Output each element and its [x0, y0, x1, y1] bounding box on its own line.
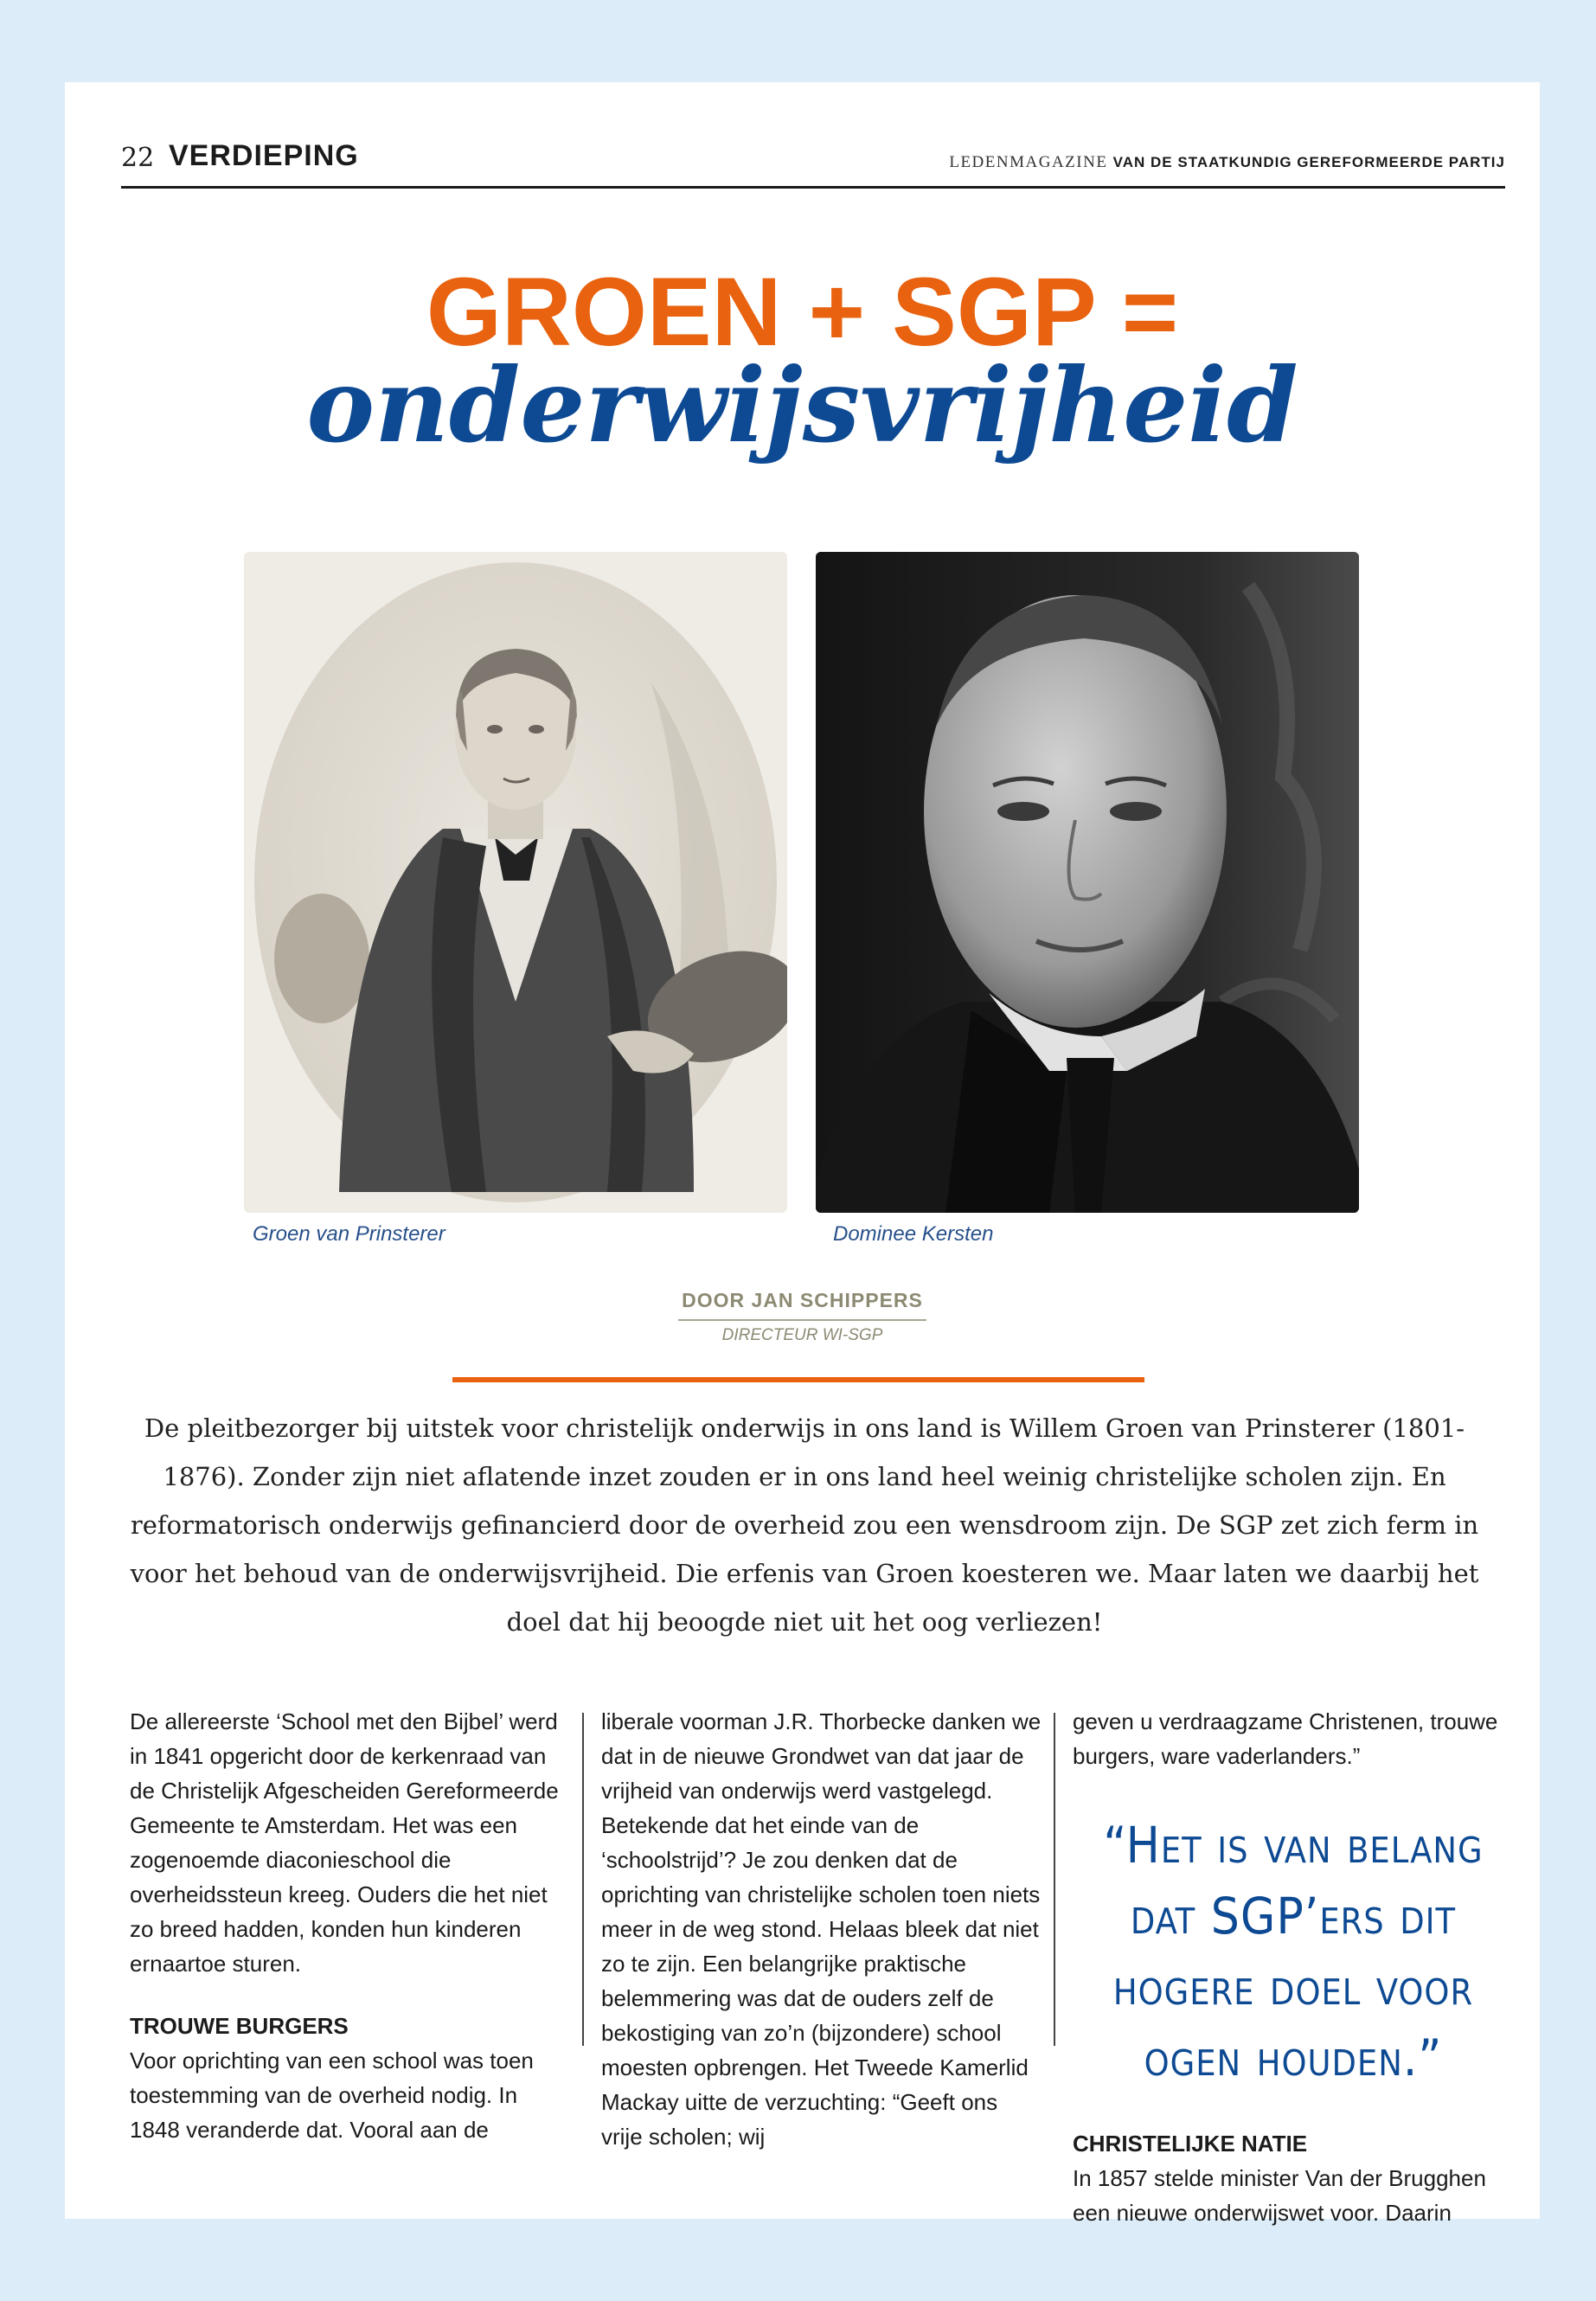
column-3 [1073, 1704, 1514, 2230]
intro-paragraph: De pleitbezorger bij uitstek voor christelijk onderwijs in ons land is Willem Groen van Prinsterer (1801-1876). Zonder zijn niet aflatende inzet zouden er in ons land heel weinig christelijke scholen zijn. En reformatorisch onderwijs gefinancierd door de overheid zou een wensdroom zijn. De SGP zet zich ferm in voor het behoud van de onderwijsvrijheid. Die erfenis van Groen koesteren we. Maar laten we daarbij het doel dat hij beoogde niet uit het oog verliezen! [130, 1413, 1479, 1637]
column-divider-2 [1054, 1713, 1055, 2046]
column-1 [130, 1704, 571, 2147]
col2-paragraph-1: liberale voorman J.R. Thorbecke danken we dat in de nieuwe Grondwet van dat jaar de vrijheid van onderwijs werd vastgelegd. Betekende dat het einde van de ‘schoolstrijd’? Je zou denken dat de oprichting van christelijke scholen toen niets meer in de weg stond. Helaas bleek dat niet zo te zijn. Een belangrijke praktische belemmering was dat de ouders zelf de bekostiging van zo’n (bijzondere) school moesten opbrengen. Het Tweede Kamerlid Mackay uitte de verzuchting: “Geeft ons vrije scholen; wij [601, 1708, 1042, 2150]
col1-paragraph-1: De allereerste ‘School met den Bijbel’ werd in 1841 opgericht door de kerkenraad van de Christelijk Afgescheiden Gereformeerde Gemeente te Amsterdam. Het was een zogenoemde diaconieschool die overheidssteun kreeg. Ouders die het niet zo breed hadden, konden hun kinderen ernaartoe sturen. [130, 1708, 559, 1977]
accent-divider [452, 1377, 1144, 1382]
portrait-dominee-kersten [816, 552, 1359, 1213]
caption-right: Dominee Kersten [833, 1222, 994, 1246]
magazine-page [65, 82, 1540, 2226]
headline-line1: GROEN + SGP = [426, 258, 1179, 366]
subheading-christelijke-natie: CHRISTELIJKE NATIE [1073, 2131, 1308, 2157]
subheading-trouwe-burgers: TROUWE BURGERS [130, 2013, 349, 2039]
engraving-portrait-image [244, 552, 787, 1213]
portrait-groen-van-prinsterer [244, 552, 787, 1213]
column-divider-1 [582, 1713, 584, 2046]
column-2 [601, 1704, 1042, 2154]
page-header [121, 139, 1505, 189]
byline [65, 1289, 1540, 1345]
page-number: 22 [121, 143, 155, 173]
section-title: VERDIEPING [169, 139, 359, 172]
magazine-name [949, 153, 1505, 172]
magazine-party: VAN DE STAATKUNDIG GEREFORMEERDE PARTIJ [1112, 154, 1505, 170]
byline-role: DIRECTEUR WI-SGP [721, 1326, 883, 1344]
caption-left: Groen van Prinsterer [253, 1222, 445, 1246]
headline-line2: onderwijsvrijheid [306, 345, 1298, 465]
photo-portrait-image [816, 552, 1359, 1213]
col1-paragraph-2: Voor oprichting van een school was toen toestemming van de overheid nodig. In 1848 veranderde dat. Vooral aan de [130, 2048, 534, 2143]
magazine-prefix: LEDENMAGAZINE [949, 153, 1108, 171]
col3-paragraph-1: geven u verdraagzame Christenen, trouwe burgers, ware vaderlanders.” [1073, 1708, 1498, 1769]
pull-quote: “Het is van belang dat SGP’ers dit hogere doel voor ogen houden.” [1103, 1816, 1484, 2087]
byline-author: DOOR JAN SCHIPPERS [678, 1289, 926, 1321]
col3-paragraph-2: In 1857 stelde minister Van der Brugghen een nieuwe onderwijswet voor. Daarin [1073, 2165, 1486, 2226]
